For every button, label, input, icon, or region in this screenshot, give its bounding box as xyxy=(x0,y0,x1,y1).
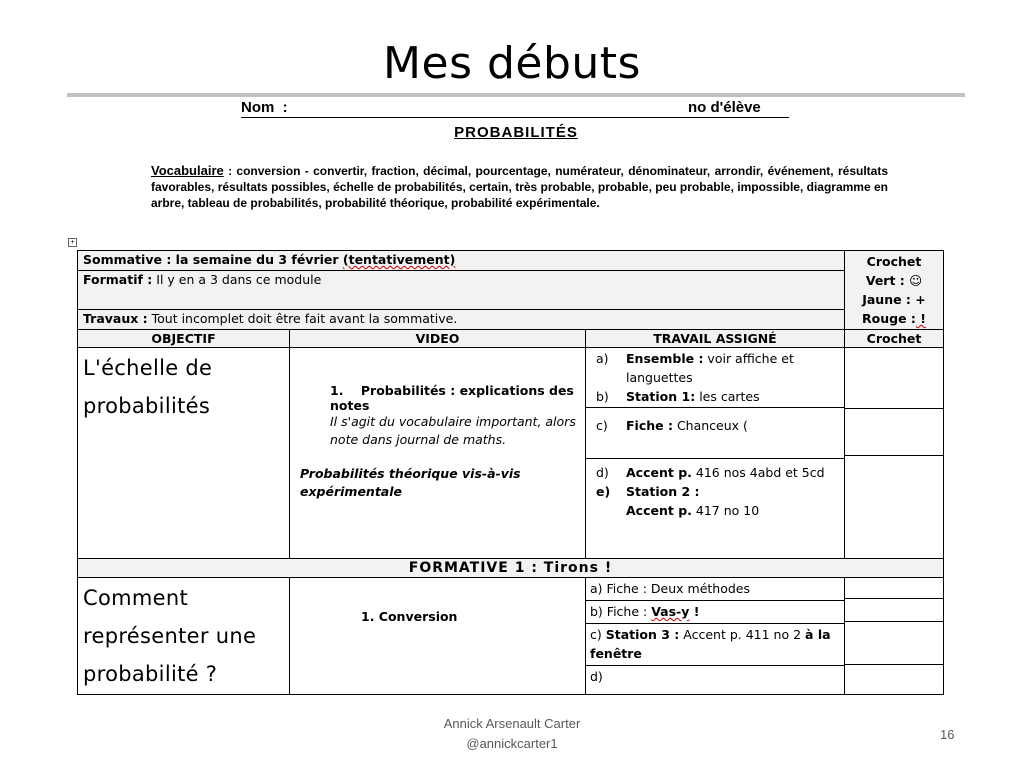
sommative-text: la semaine du 3 février xyxy=(171,252,343,267)
formative-c-text: Accent p. 411 no 2 xyxy=(679,627,806,642)
crochet-vert: Vert : ☺ xyxy=(865,273,923,288)
crochet-rouge xyxy=(850,309,938,328)
assignment-c-letter: c) xyxy=(596,418,608,433)
crochet-box[interactable] xyxy=(845,578,943,598)
assignment-c-bold: Fiche : xyxy=(626,418,673,433)
sommative-tentative: (tentativement) xyxy=(342,252,456,267)
table-expand-icon: + xyxy=(68,238,77,247)
assignment-group-ab xyxy=(586,348,844,407)
header-crochet: Crochet xyxy=(845,330,944,348)
crochet-cell xyxy=(845,578,944,695)
assignment-e2-bold: Accent p. xyxy=(626,503,692,518)
assignment-c-text: Chanceux ( xyxy=(672,418,748,433)
objective-cell xyxy=(78,348,290,559)
assignment-d-letter: d) xyxy=(596,465,609,480)
header-video: VIDEO xyxy=(290,330,586,348)
crochet-legend xyxy=(845,251,944,330)
assignment-a-letter: a) xyxy=(596,351,609,366)
footer-handle: @annickcarter1 xyxy=(466,736,558,751)
formatif-text: Il y en a 3 dans ce module xyxy=(152,272,322,287)
slide-title: Mes débuts xyxy=(383,38,641,89)
video-1-note: Il s'agit du vocabulaire important, alors note dans journal de maths. xyxy=(330,414,576,447)
sommative-cell xyxy=(78,251,845,271)
crochet-box[interactable] xyxy=(845,408,943,455)
assignment-b xyxy=(596,387,840,406)
formative-b-pre: b) Fiche : xyxy=(590,604,652,619)
assignment-b-text: les cartes xyxy=(695,389,760,404)
objective-2: Comment représenter une probabilité ? xyxy=(83,586,257,686)
formative-c xyxy=(586,623,844,665)
vocabulary-paragraph xyxy=(151,163,888,211)
assignment-e2-text: 417 no 10 xyxy=(691,503,760,518)
crochet-jaune: Jaune : + xyxy=(862,292,926,307)
travaux-label: Travaux : xyxy=(83,311,148,326)
assignment-a-bold: Ensemble : xyxy=(626,351,704,366)
objective-cell xyxy=(78,578,290,695)
assignment-table xyxy=(77,250,944,695)
formative-b-post: ! xyxy=(689,604,700,619)
crochet-box[interactable] xyxy=(845,598,943,621)
assignment-b-letter: b) xyxy=(596,389,609,404)
formative-row xyxy=(78,559,944,578)
footer-author: Annick Arsenault Carter xyxy=(443,716,581,731)
vocabulary-text: : conversion - convertir, fraction, décimal, pourcentage, numérateur, dénominateur, arrondir, événement, résultats favorables, résultats possibles, échelle de probabilités, certain, très probable, probable, peu probable, impossible, diagramme en arbre, tableau de probabilités, probabilité théorique, probabilité expérimentale. xyxy=(151,164,888,210)
crochet-rouge-label: Rouge : xyxy=(862,311,916,326)
nom-label: Nom : xyxy=(241,99,288,116)
crochet-title: Crochet xyxy=(866,254,922,269)
assignment-group-c xyxy=(586,407,844,458)
document-heading: PROBABILITÉS xyxy=(454,124,578,141)
crochet-rouge-mark: ! xyxy=(915,311,926,326)
header-objectif: OBJECTIF xyxy=(78,330,290,348)
footer-author-block xyxy=(0,714,1024,754)
crochet-box[interactable] xyxy=(845,455,943,556)
assignment-c xyxy=(596,416,840,435)
eleve-label: no d'élève xyxy=(688,99,761,116)
assignment-e xyxy=(596,482,840,520)
assignment-group-de xyxy=(586,458,844,522)
formative-c-bold2: à la fenêtre xyxy=(590,627,831,661)
formative-a: a) Fiche : Deux méthodes xyxy=(590,581,750,596)
video-2-title: 1. Conversion xyxy=(361,609,458,624)
table-header-row xyxy=(78,330,944,348)
formatif-label: Formatif : xyxy=(83,272,153,287)
assignment-b-bold: Station 1: xyxy=(626,389,696,404)
formative-b-title: Vas-y xyxy=(651,604,690,619)
video-1-label: Probabilités : explications des notes xyxy=(330,383,574,413)
page-number: 16 xyxy=(940,727,955,742)
formative-d: d) xyxy=(586,665,844,688)
assignment-e-bold: Station 2 : xyxy=(626,484,700,499)
formative-c-bold: Station 3 : xyxy=(605,627,680,642)
objective-1: L'échelle de probabilités xyxy=(83,356,213,418)
document-image xyxy=(67,93,965,686)
formative-b xyxy=(586,600,844,623)
assignment-d xyxy=(596,463,840,482)
crochet-box[interactable] xyxy=(845,348,943,408)
formative-title: FORMATIVE 1 : Tirons ! xyxy=(78,559,944,578)
assignment-d-bold: Accent p. xyxy=(626,465,692,480)
formative-c-pre: c) xyxy=(590,627,606,642)
crochet-box[interactable] xyxy=(845,664,943,685)
assignment-e-letter: e) xyxy=(596,484,611,499)
assignment-a-text: voir affiche et languettes xyxy=(626,351,794,385)
assignment-cell xyxy=(586,348,845,559)
table-row xyxy=(78,578,944,695)
crochet-cell xyxy=(845,348,944,559)
travaux-cell xyxy=(78,310,845,330)
formatif-cell xyxy=(78,271,845,310)
crochet-box[interactable] xyxy=(845,621,943,664)
table-row xyxy=(78,348,944,559)
nom-underline xyxy=(241,117,789,118)
assignment-a xyxy=(596,349,840,387)
assignment-cell xyxy=(586,578,845,695)
video-1-extra: Probabilités théorique vis-à-vis expérimentale xyxy=(300,466,521,499)
video-1-number: 1. xyxy=(330,383,344,398)
header-travail: TRAVAIL ASSIGNÉ xyxy=(586,330,845,348)
travaux-text: Tout incomplet doit être fait avant la sommative. xyxy=(147,311,458,326)
video-1-title xyxy=(300,383,580,413)
video-cell xyxy=(290,578,586,695)
assignment-d-text: 416 nos 4abd et 5cd xyxy=(691,465,825,480)
top-rule xyxy=(67,93,965,97)
sommative-label: Sommative : xyxy=(83,252,172,267)
video-cell xyxy=(290,348,586,559)
vocabulary-label: Vocabulaire xyxy=(151,163,224,178)
